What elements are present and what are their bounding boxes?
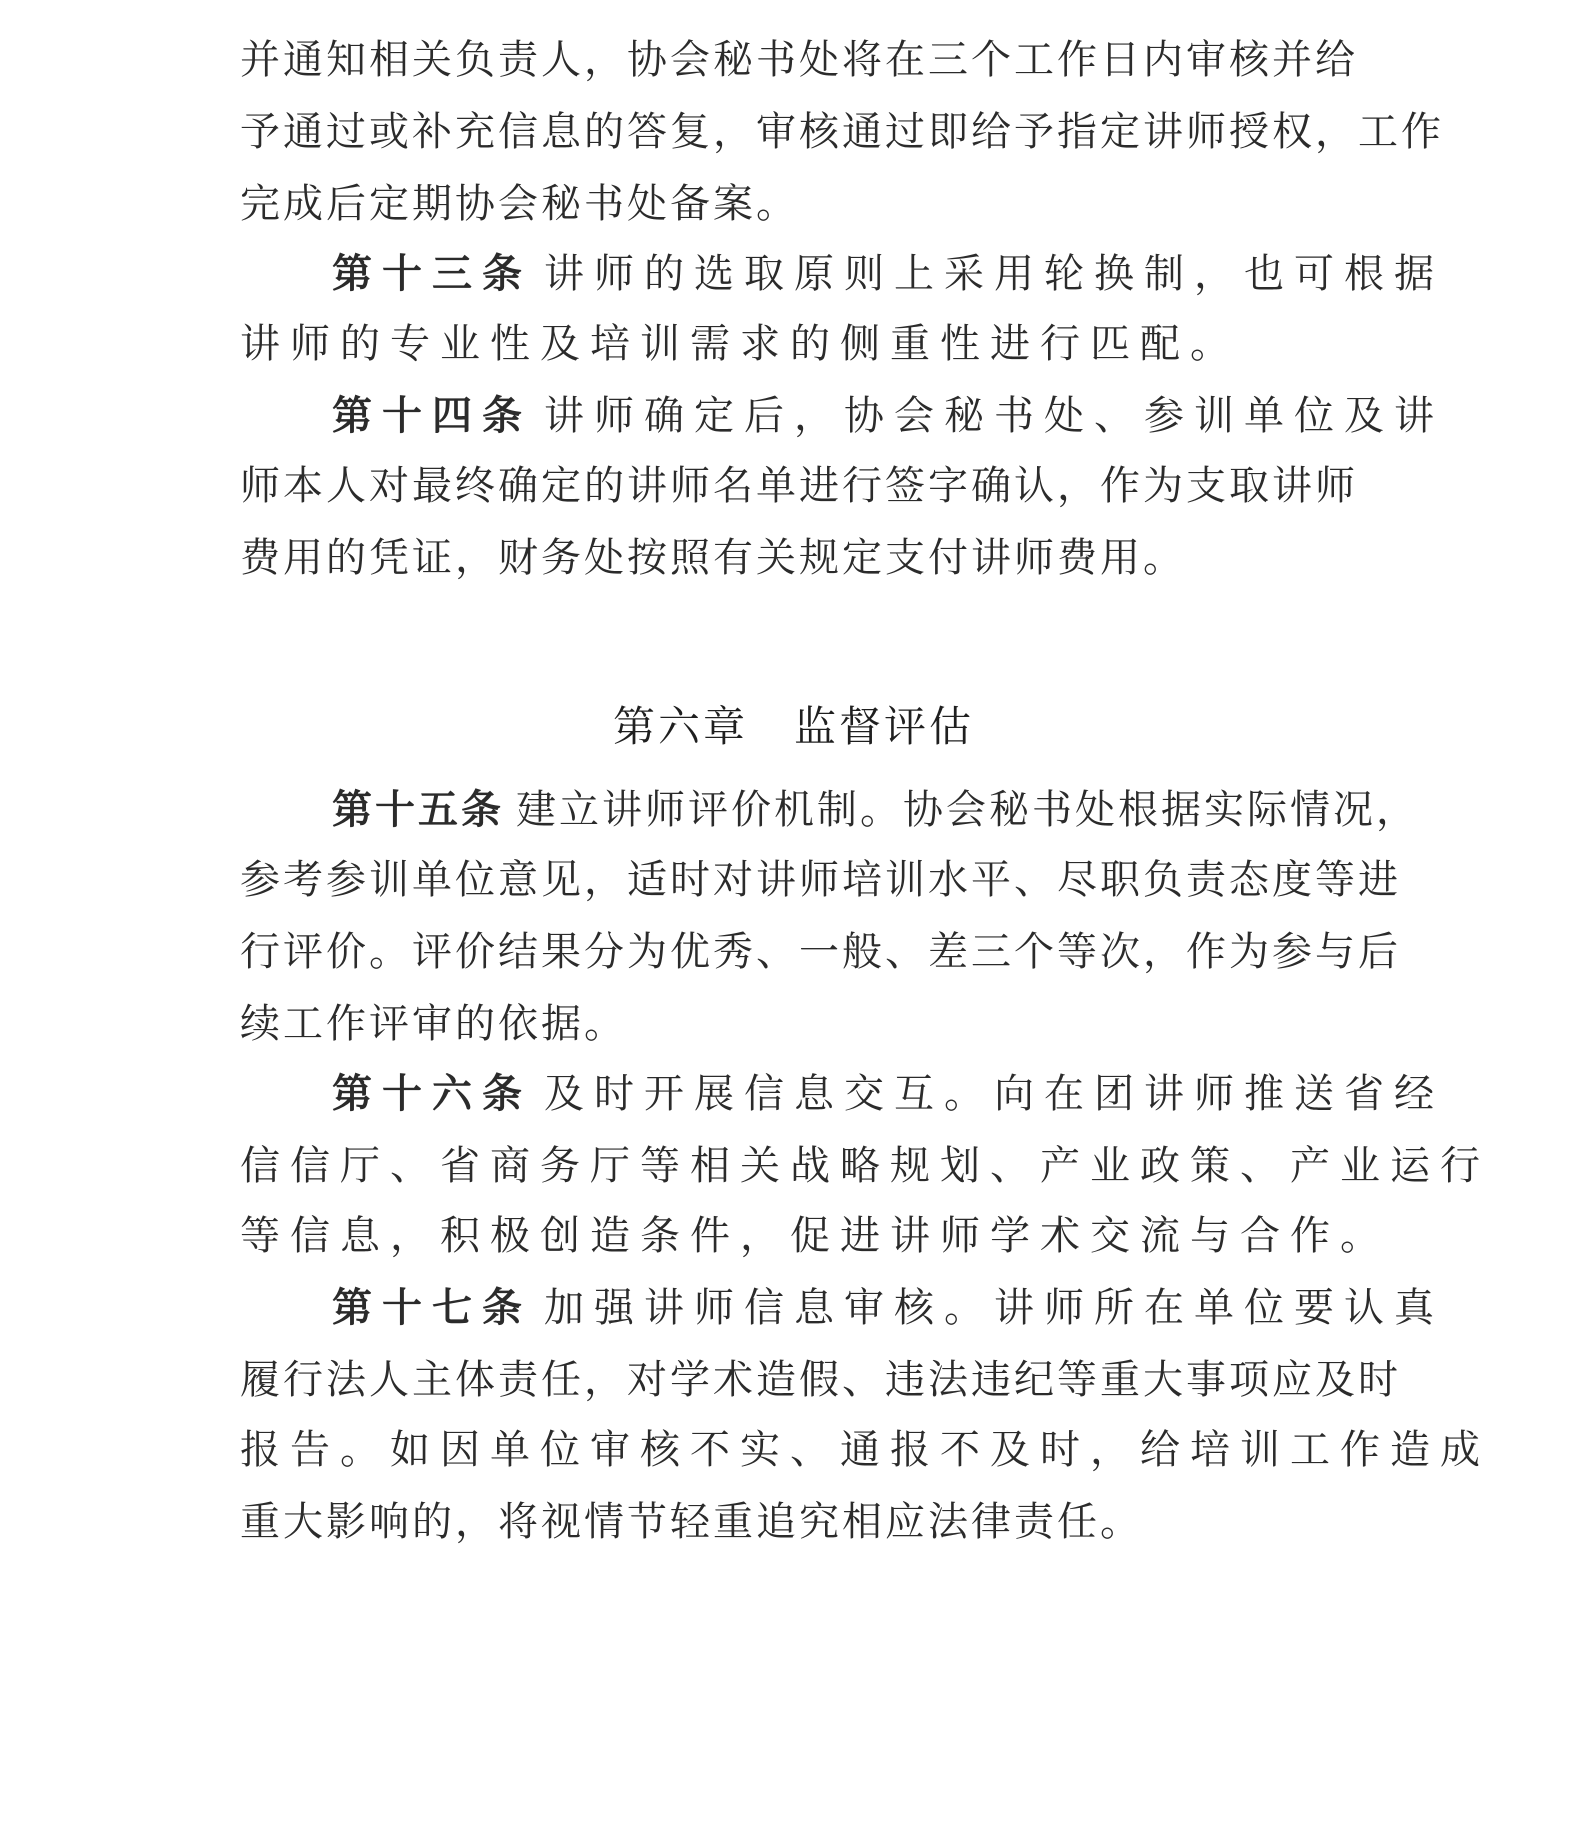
paragraph-line: 参考参训单位意见，适时对讲师培训水平、尽职负责态度等进 <box>240 857 1401 903</box>
article-16-number: 第十六条 <box>332 1070 532 1117</box>
article-16-text: 及时开展信息交互。向在团讲师推送省经 <box>544 1071 1444 1117</box>
paragraph-line: 予通过或补充信息的答复，审核通过即给予指定讲师授权，工作 <box>240 109 1444 155</box>
paragraph-line: 报告。如因单位审核不实、通报不及时，给培训工作造成 <box>240 1427 1490 1473</box>
paragraph-line: 师本人对最终确定的讲师名单进行签字确认，作为支取讲师 <box>240 463 1358 509</box>
article-13-text: 讲师的选取原则上采用轮换制，也可根据 <box>544 251 1444 297</box>
paragraph-line: 续工作评审的依据。 <box>240 1001 627 1047</box>
paragraph-line: 重大影响的，将视情节轻重追究相应法律责任。 <box>240 1499 1143 1545</box>
paragraph-line: 行评价。评价结果分为优秀、一般、差三个等次，作为参与后 <box>240 929 1401 975</box>
article-17-first-line <box>332 1284 1444 1332</box>
paragraph-line: 并通知相关负责人，协会秘书处将在三个工作日内审核并给 <box>240 37 1358 83</box>
paragraph-line: 完成后定期协会秘书处备案。 <box>240 181 799 227</box>
article-15-number: 第十五条 <box>332 786 504 833</box>
article-14-number: 第十四条 <box>332 392 532 439</box>
article-17-number: 第十七条 <box>332 1284 532 1331</box>
chapter-number: 第六章 <box>612 702 748 751</box>
article-14-text: 讲师确定后，协会秘书处、参训单位及讲 <box>544 393 1444 439</box>
chapter-heading <box>0 702 1587 752</box>
article-15-text: 建立讲师评价机制。协会秘书处根据实际情况， <box>516 787 1419 833</box>
paragraph-line: 信信厅、省商务厅等相关战略规划、产业政策、产业运行 <box>240 1143 1490 1189</box>
article-13-first-line <box>332 250 1444 298</box>
paragraph-line: 费用的凭证，财务处按照有关规定支付讲师费用。 <box>240 535 1186 581</box>
paragraph-line: 讲师的专业性及培训需求的侧重性进行匹配。 <box>240 321 1240 367</box>
paragraph-line: 履行法人主体责任，对学术造假、违法违纪等重大事项应及时 <box>240 1357 1401 1403</box>
article-17-text: 加强讲师信息审核。讲师所在单位要认真 <box>544 1285 1444 1331</box>
article-16-first-line <box>332 1070 1444 1118</box>
chapter-title: 监督评估 <box>794 702 975 751</box>
article-14-first-line <box>332 392 1444 440</box>
paragraph-line: 等信息，积极创造条件，促进讲师学术交流与合作。 <box>240 1213 1390 1259</box>
article-15-first-line <box>332 786 1419 834</box>
article-13-number: 第十三条 <box>332 250 532 297</box>
